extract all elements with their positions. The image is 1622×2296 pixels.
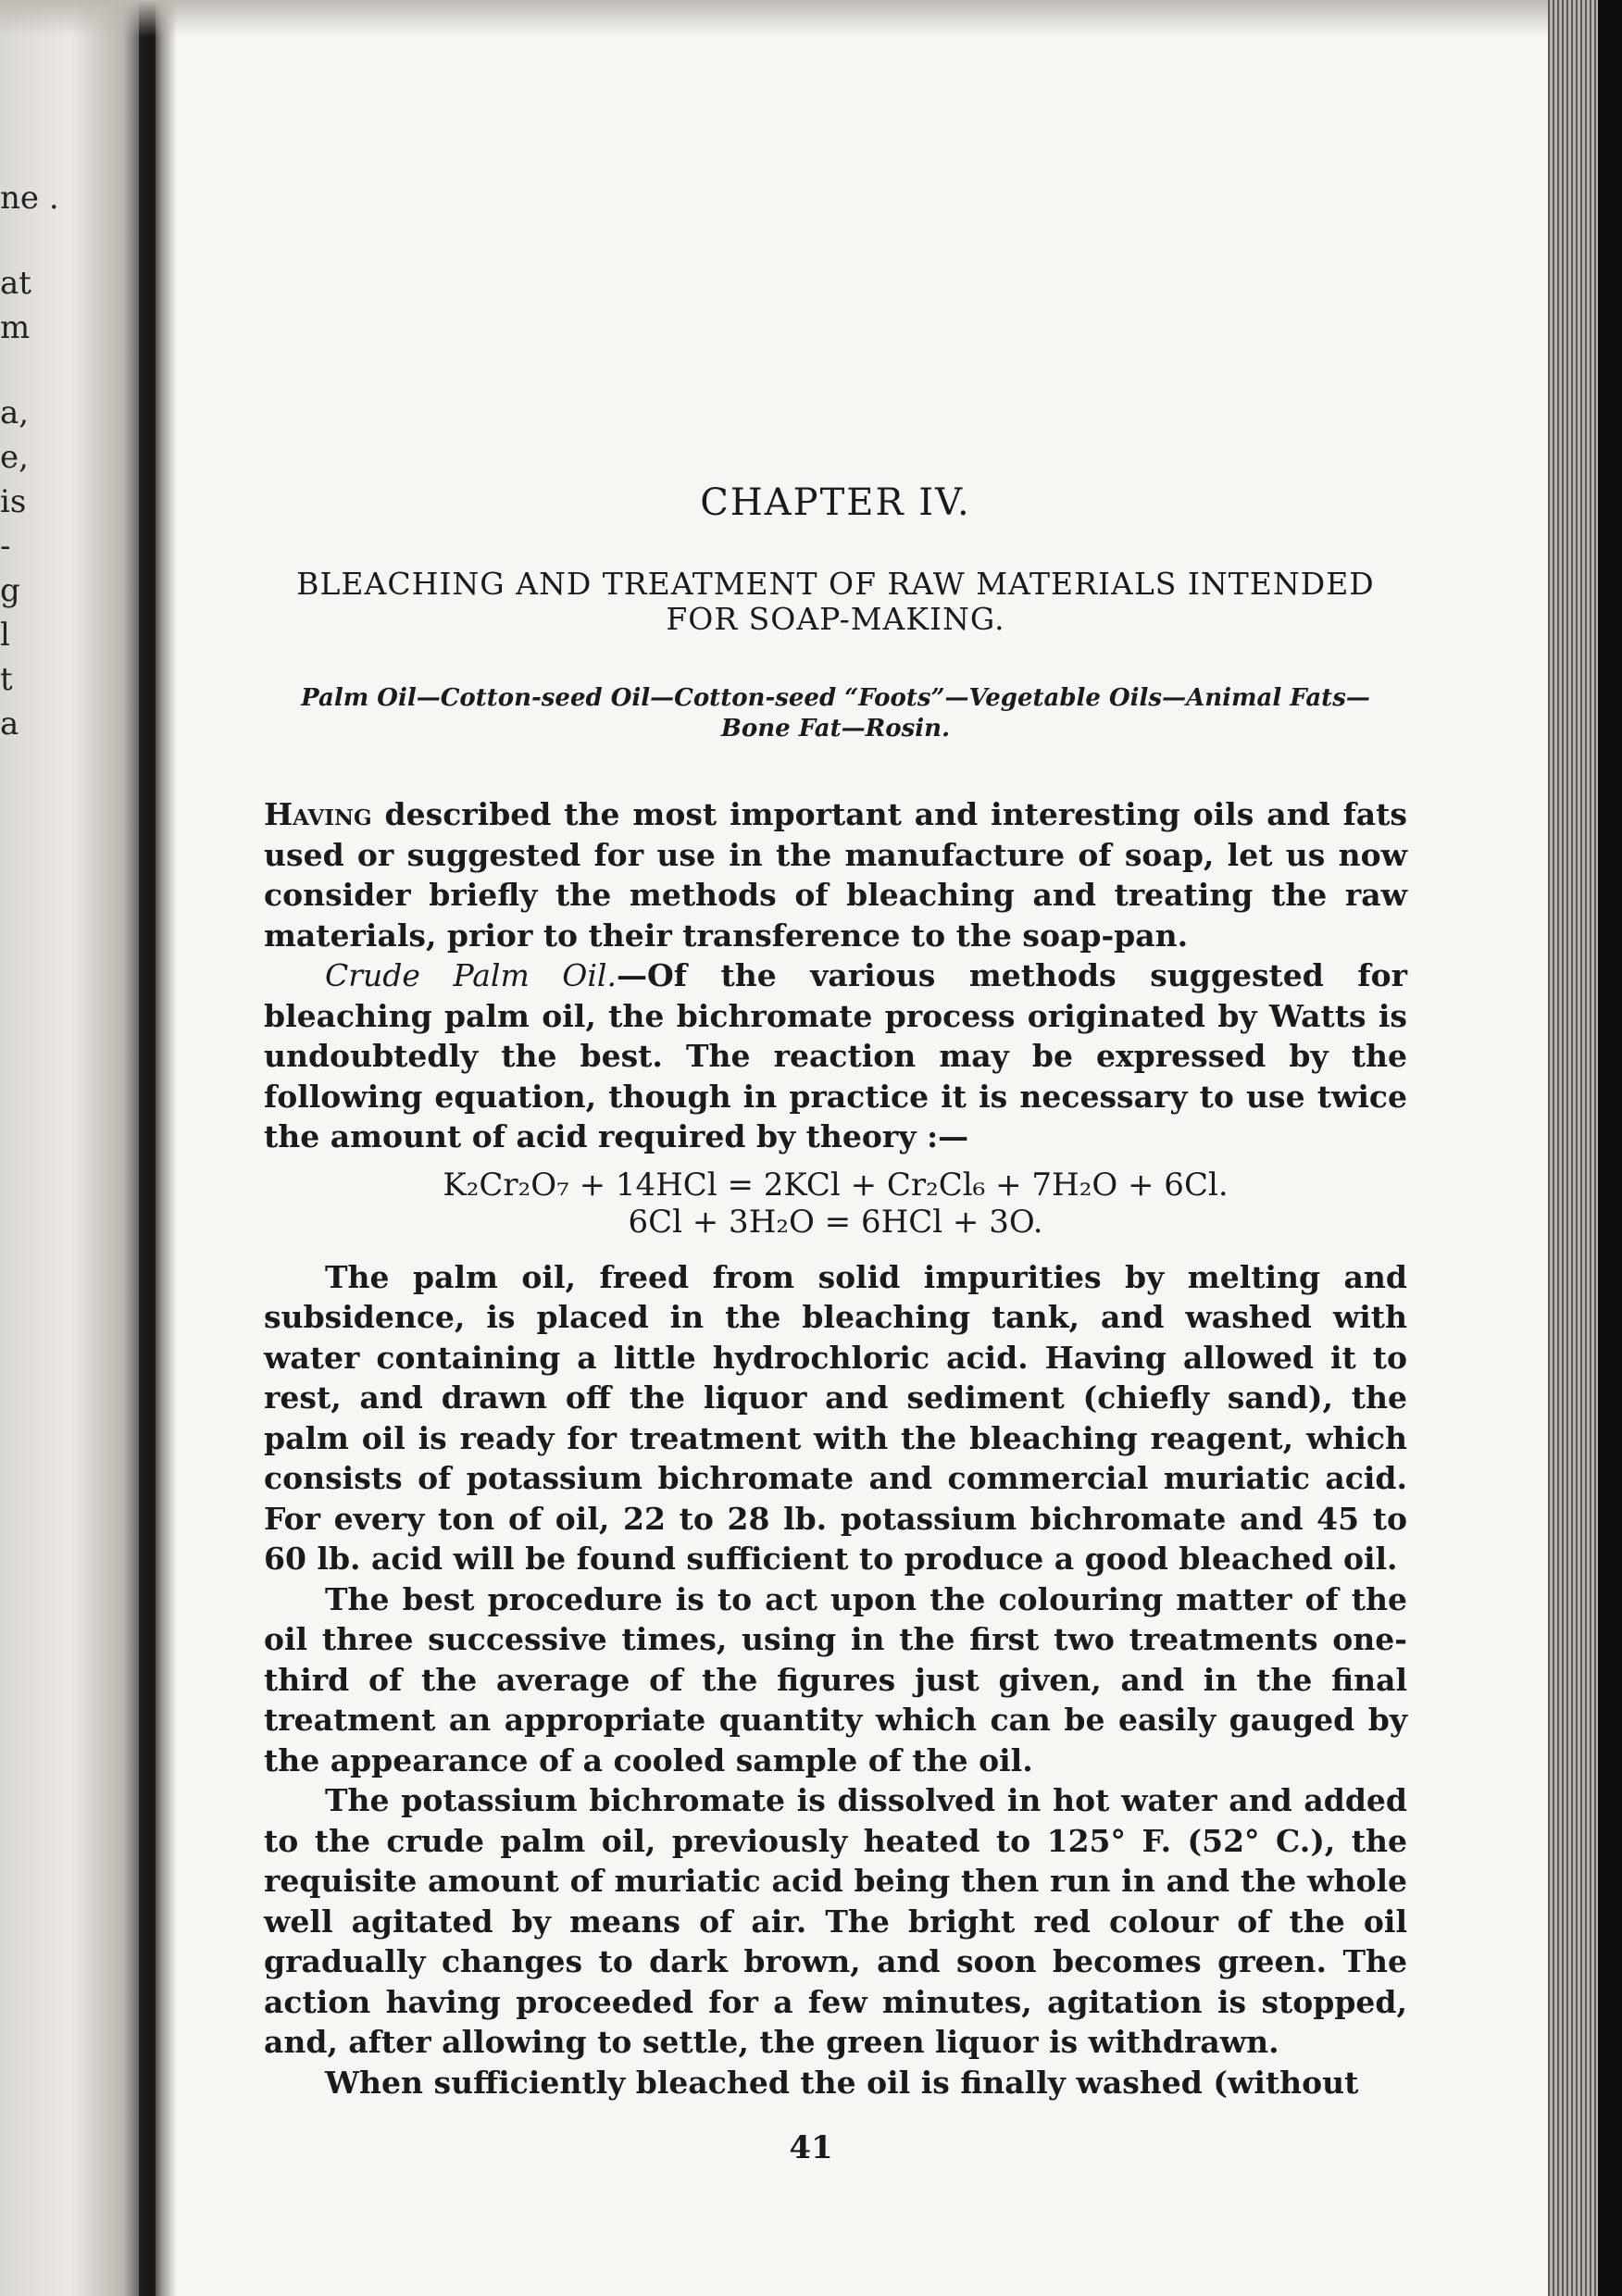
paragraph-agitation: The potassium bichromate is dissolved in hot water and added to the crude palm oil, previously heated to 125° F. (52° C.), the requisite amount of muriatic acid being then run in and the whole well agitated by means of air. The bright red colour of the oil gradually changes to dark brown, and soon becomes green. The action having proceeded for a few minutes, agitation is stopped, and, after allowing to settle, the green liquor is withdrawn. xyxy=(264,1782,1407,2060)
section-title xyxy=(264,567,1407,637)
paragraph-crude-palm-oil xyxy=(264,955,1407,1157)
contents-line: Palm Oil—Cotton-seed Oil—Cotton-seed “Foots”—Vegetable Oils—Animal Fats— xyxy=(301,684,1370,712)
contents-line: Bone Fat—Rosin. xyxy=(720,715,951,742)
fragment-text: ne . xyxy=(0,180,59,217)
chemical-equations xyxy=(264,1167,1407,1241)
paragraph-lead-word: Having xyxy=(264,796,372,832)
fragment-text: t xyxy=(0,661,13,698)
fragment-text: g xyxy=(0,572,20,609)
paragraph-intro xyxy=(264,794,1407,955)
chapter-heading: CHAPTER IV. xyxy=(700,481,971,524)
fragment-text: is xyxy=(0,483,27,520)
page-stack-shadow xyxy=(1598,0,1622,2296)
fragment-text: l xyxy=(0,617,10,654)
paragraph-text: described the most important and interesting oils and fats used or suggested for use in the manufacture of soap, let us now consider briefly the methods of bleaching and treating the raw materials, prior to their transference to the soap-pan. xyxy=(264,796,1407,954)
fragment-text: a xyxy=(0,705,19,742)
section-title-line: FOR SOAP-MAKING. xyxy=(666,601,1005,637)
fragment-text: - xyxy=(0,528,11,565)
equation-line: K₂Cr₂O₇ + 14HCl = 2KCl + Cr₂Cl₆ + 7H₂O + 6Cl. xyxy=(443,1166,1229,1204)
fragment-text: m xyxy=(0,309,31,346)
top-shadow xyxy=(0,0,1622,37)
paragraph-heading: Crude Palm Oil. xyxy=(325,957,617,993)
page-number: 41 xyxy=(789,2129,833,2166)
paragraph-procedure: The best procedure is to act upon the colouring matter of the oil three successive times, using in the first two treatments one-third of the average of the figures just given, and in the final treatment an appropriate quantity which can be easily gauged by the appearance of a cooled sample of the oil. xyxy=(264,1580,1407,1778)
paragraph-process: The palm oil, freed from solid impurities by melting and subsidence, is placed in the bleaching tank, and washed with water containing a little hydrochloric acid. Having allowed it to rest, and drawn off the liquor and sediment (chiefly sand), the palm oil is ready for treatment with the bleaching reagent, which consists of potassium bichromate and commercial muriatic acid. For every ton of oil, 22 to 28 lb. potassium bichromate and 45 to 60 lb. acid will be found sufficient to produce a good bleached oil. xyxy=(264,1258,1407,1577)
facing-page-fragments xyxy=(0,176,59,746)
fragment-text: a, xyxy=(0,394,30,431)
fragment-text: e, xyxy=(0,439,29,476)
chapter-contents xyxy=(264,683,1407,744)
equation-line: 6Cl + 3H₂O = 6HCl + 3O. xyxy=(628,1203,1043,1241)
fragment-text: at xyxy=(0,265,31,302)
paragraph-washing: When sufficiently bleached the oil is finally washed (without xyxy=(325,2064,1359,2101)
spine-shadow xyxy=(139,0,156,2296)
section-title-line: BLEACHING AND TREATMENT OF RAW MATERIALS INTENDED xyxy=(296,566,1375,602)
page-content xyxy=(264,481,1407,2103)
paragraph-text: —Of the various methods suggested for bleaching palm oil, the bichromate process originated by Watts is undoubtedly the best. The reaction may be expressed by the following equation, though in practice it is necessary to use twice the amount of acid required by theory :— xyxy=(264,957,1407,1154)
